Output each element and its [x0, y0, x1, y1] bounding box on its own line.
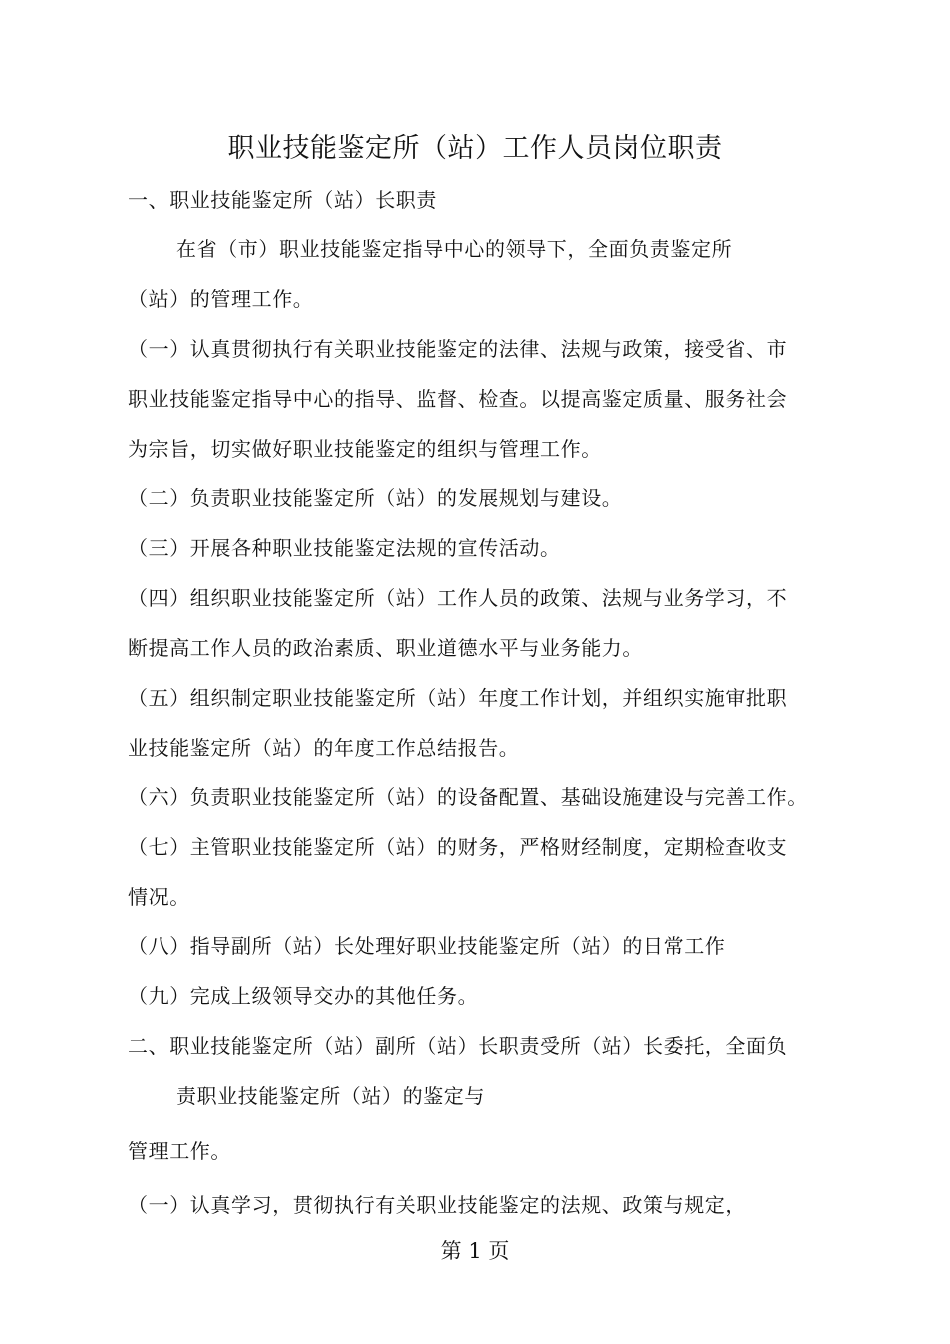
list-item-5: （五）组织制定职业技能鉴定所（站）年度工作计划，并组织实施审批职	[128, 686, 788, 710]
paragraph-line: 为宗旨，切实做好职业技能鉴定的组织与管理工作。	[128, 437, 602, 461]
section-heading-1: 一、职业技能鉴定所（站）长职责	[128, 188, 437, 212]
paragraph-line: 业技能鉴定所（站）的年度工作总结报告。	[128, 736, 520, 760]
section-heading-2: 二、职业技能鉴定所（站）副所（站）长职责受所（站）长委托，全面负	[128, 1034, 788, 1058]
paragraph-line: 情况。	[128, 885, 190, 909]
paragraph-line: 断提高工作人员的政治素质、职业道德水平与业务能力。	[128, 636, 643, 660]
page-number: 第 1 页	[440, 1239, 510, 1263]
paragraph-line: 职业技能鉴定指导中心的指导、监督、检查。以提高鉴定质量、服务社会	[128, 387, 788, 411]
paragraph-line: 在省（市）职业技能鉴定指导中心的领导下，全面负责鉴定所	[176, 237, 733, 261]
list-item-3: （三）开展各种职业技能鉴定法规的宣传活动。	[128, 536, 561, 560]
list-item-6: （六）负责职业技能鉴定所（站）的设备配置、基础设施建设与完善工作。	[128, 785, 808, 809]
list-item-8: （八）指导副所（站）长处理好职业技能鉴定所（站）的日常工作	[128, 934, 726, 958]
paragraph-line: 管理工作。	[128, 1139, 231, 1163]
list-item-4: （四）组织职业技能鉴定所（站）工作人员的政策、法规与业务学习，不	[128, 586, 788, 610]
list-item-9: （九）完成上级领导交办的其他任务。	[128, 984, 479, 1008]
paragraph-line: 责职业技能鉴定所（站）的鉴定与	[176, 1084, 485, 1108]
paragraph-line: （站）的管理工作。	[128, 287, 314, 311]
document-title: 职业技能鉴定所（站）工作人员岗位职责	[227, 133, 723, 164]
list-item-2: （二）负责职业技能鉴定所（站）的发展规划与建设。	[128, 486, 623, 510]
list-item-1: （一）认真贯彻执行有关职业技能鉴定的法律、法规与政策，接受省、市	[128, 337, 788, 361]
list-item-7: （七）主管职业技能鉴定所（站）的财务，严格财经制度，定期检查收支	[128, 835, 788, 859]
list-item-1-section-2: （一）认真学习，贯彻执行有关职业技能鉴定的法规、政策与规定，	[128, 1193, 746, 1217]
